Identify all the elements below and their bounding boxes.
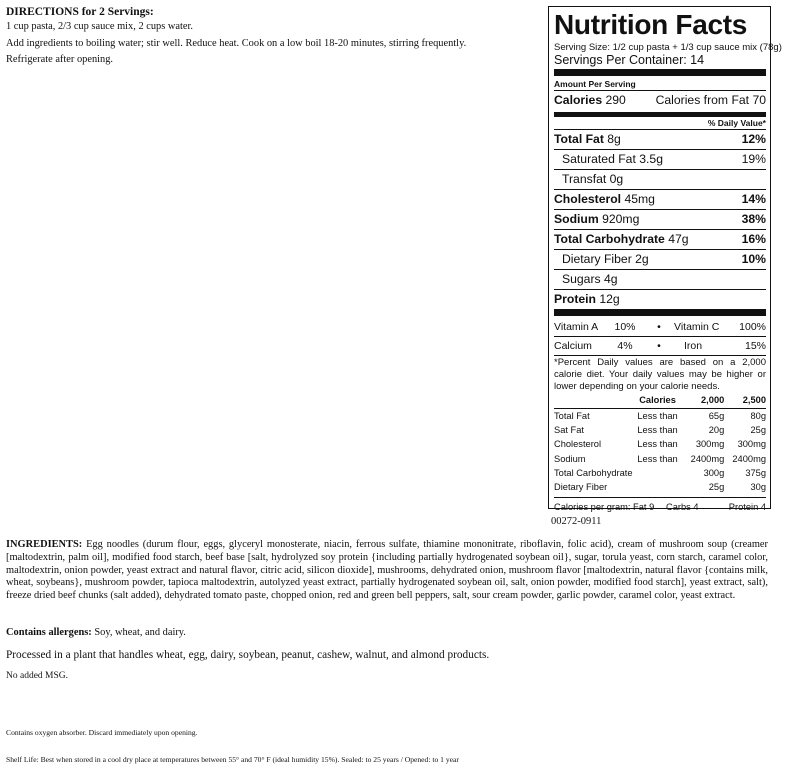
vitamin-row-a-c bbox=[554, 318, 766, 336]
vitamin-row-calcium-iron bbox=[554, 336, 766, 355]
reference-value-2500: 25g bbox=[750, 424, 766, 435]
cal-per-gram-protein: Protein 4 bbox=[728, 502, 766, 513]
reference-qualifier: Less than bbox=[637, 410, 678, 421]
nutrient-amount: 47g bbox=[668, 232, 689, 246]
vitamin-a-label: Vitamin A bbox=[554, 321, 599, 333]
reference-row bbox=[554, 480, 766, 494]
allergens-label: Contains allergens: bbox=[6, 627, 92, 638]
calcium-value: 4% bbox=[617, 340, 633, 352]
nutrient-dv: 19% bbox=[741, 152, 766, 166]
cal-per-gram-fat: Calories per gram: Fat 9 bbox=[554, 502, 655, 513]
nutrient-label: Sugars bbox=[562, 272, 601, 286]
nutrient-dv: 14% bbox=[741, 192, 766, 206]
nutrition-facts-title: Nutrition Facts bbox=[554, 9, 748, 40]
calories-row bbox=[554, 90, 766, 110]
nutrient-row-transfat bbox=[554, 169, 766, 189]
allergens-text: Soy, wheat, and dairy. bbox=[94, 627, 186, 638]
nutrient-row-protein bbox=[554, 289, 766, 309]
nutrient-label: Total Fat bbox=[554, 132, 604, 146]
nutrient-label: Cholesterol bbox=[554, 192, 622, 206]
calories-per-gram bbox=[554, 497, 766, 516]
nutrient-label: Protein bbox=[554, 292, 596, 306]
bullet: • bbox=[657, 340, 661, 352]
ingredients-label: INGREDIENTS: bbox=[6, 539, 83, 550]
reference-value-2500: 2400mg bbox=[732, 453, 766, 464]
nutrient-amount: 920mg bbox=[602, 212, 640, 226]
ingredients-section bbox=[6, 539, 768, 603]
servings-per-container: Servings Per Container: 14 bbox=[554, 53, 705, 67]
allergens-notice bbox=[6, 627, 186, 638]
nutrient-amount: 0g bbox=[609, 172, 624, 186]
reference-row bbox=[554, 452, 766, 466]
nutrient-row-cholesterol bbox=[554, 189, 766, 209]
nutrient-label: Total Carbohydrate bbox=[554, 232, 665, 246]
cal-per-gram-carbs: Carbs 4 bbox=[666, 502, 699, 513]
ingredients-text: Egg noodles (durum flour, eggs, glyceryl monosterate, niacin, ferrous sulfate, thiamine mononitrate, riboflavin, folic acid), cream of mushroom soup (creamer [maltodextrin, palm oil], modified food starch, beef base [salt, hydrolyzed soy protein {including partially hydrogenated soybean oil}, sugar, torula yeast, corn starch, caramel color, maltodextrin, onion powder, yeast extract and natural flavor, citric acid, silicon dioxide], mushrooms, dehydrated onion, mushroom flavor [maltodextrin, natural flavor {contains milk, wheat, soybeans}, mushroom powder, tapioca maltodextrin, autolyzed yeast extract, partially hydrogenated soybean oil, salt, onion powder, modified food starch], yeast extract, salt), freeze dried beef chunks (salt added), dehydrated tomato paste, chopped onion, red and green bell peppers, salt, sour cream powder, garlic powder, caramel color, yeast extract. bbox=[6, 539, 768, 602]
directions-line: Refrigerate after opening. bbox=[6, 54, 114, 65]
thick-divider bbox=[554, 69, 766, 76]
iron-value: 15% bbox=[744, 340, 766, 352]
nutrient-label: Sodium bbox=[554, 212, 599, 226]
reference-label: Cholesterol bbox=[554, 439, 602, 450]
reference-col2-header: 2,500 bbox=[742, 395, 766, 406]
nutrient-dv: 12% bbox=[741, 132, 766, 146]
nutrition-facts-panel bbox=[548, 6, 782, 513]
reference-value-2500: 375g bbox=[745, 467, 766, 478]
directions-line: 1 cup pasta, 2/3 cup sauce mix, 2 cups water. bbox=[6, 21, 193, 32]
reference-value-2000: 65g bbox=[708, 410, 725, 421]
product-code: 00272-0911 bbox=[551, 516, 602, 527]
reference-value-2500: 80g bbox=[750, 410, 766, 421]
iron-label: Iron bbox=[684, 340, 703, 352]
nutrient-dv: 10% bbox=[741, 252, 766, 266]
nutrient-row-sugars bbox=[554, 269, 766, 289]
directions-section bbox=[6, 6, 536, 69]
reference-value-2000: 20g bbox=[708, 424, 725, 435]
calories-from-fat: Calories from Fat 70 bbox=[655, 93, 766, 107]
reference-label: Total Fat bbox=[554, 410, 590, 421]
reference-row bbox=[554, 423, 766, 437]
vitamin-c-label: Vitamin C bbox=[674, 321, 720, 333]
nutrient-label: Transfat bbox=[562, 172, 607, 186]
reference-qualifier: Less than bbox=[637, 424, 678, 435]
nutrient-amount: 45mg bbox=[624, 192, 655, 206]
vitamin-c-value: 100% bbox=[739, 321, 766, 333]
calories-value: 290 bbox=[605, 93, 626, 107]
reference-value-2500: 300mg bbox=[737, 439, 766, 450]
nutrient-dv: 38% bbox=[741, 212, 766, 226]
reference-value-2000: 300mg bbox=[695, 439, 725, 450]
directions-line: Add ingredients to boiling water; stir well. Reduce heat. Cook on a low boil 18-20 minutes, stirring frequently. bbox=[6, 37, 467, 49]
reference-qualifier bbox=[633, 480, 683, 494]
serving-size: Serving Size: 1/2 cup pasta + 1/3 cup sauce mix (78g) bbox=[554, 42, 782, 53]
reference-qualifier bbox=[633, 466, 683, 480]
nutrient-row-total-carbohydrate bbox=[554, 229, 766, 249]
calories-label: Calories bbox=[554, 93, 603, 107]
reference-value-2000: 25g bbox=[708, 482, 725, 493]
reference-col1-header: 2,000 bbox=[701, 395, 725, 406]
amount-per-serving: Amount Per Serving bbox=[554, 79, 636, 89]
oxygen-absorber-notice: Contains oxygen absorber. Discard immediately upon opening. bbox=[6, 728, 198, 737]
nutrient-amount: 2g bbox=[635, 252, 649, 266]
directions-title: DIRECTIONS for 2 Servings: bbox=[6, 6, 154, 18]
nutrient-row-saturated-fat bbox=[554, 149, 766, 169]
reference-calories-header: Calories bbox=[639, 395, 676, 406]
nutrient-row-sodium bbox=[554, 209, 766, 229]
reference-label: Sat Fat bbox=[554, 424, 584, 435]
nutrient-label: Saturated Fat bbox=[562, 152, 636, 166]
thick-divider bbox=[554, 309, 766, 316]
vitamin-a-value: 10% bbox=[614, 321, 636, 333]
reference-qualifier: Less than bbox=[637, 439, 678, 450]
nutrient-amount: 8g bbox=[607, 132, 621, 146]
reference-row bbox=[554, 466, 766, 480]
shelf-life-notice: Shelf Life: Best when stored in a cool dry place at temperatures between 55° and 70° F (ideal humidity 15%). Sealed: to 25 years / Opened: to 1 year bbox=[6, 755, 459, 764]
nutrient-amount: 3.5g bbox=[639, 152, 663, 166]
reference-label: Dietary Fiber bbox=[554, 482, 608, 493]
reference-value-2000: 2400mg bbox=[690, 453, 725, 464]
reference-label: Total Carbohydrate bbox=[554, 467, 633, 478]
bullet: • bbox=[657, 321, 661, 333]
reference-row bbox=[554, 437, 766, 451]
calcium-label: Calcium bbox=[554, 340, 592, 352]
plant-notice: Processed in a plant that handles wheat, egg, dairy, soybean, peanut, cashew, walnut, and almond products. bbox=[6, 649, 490, 661]
reference-qualifier: Less than bbox=[637, 453, 678, 464]
reference-table bbox=[554, 393, 766, 494]
daily-value-header: % Daily Value* bbox=[554, 116, 766, 129]
nutrient-dv: 16% bbox=[741, 232, 766, 246]
reference-label: Sodium bbox=[554, 453, 586, 464]
reference-value-2500: 30g bbox=[750, 482, 766, 493]
nutrient-row-total-fat bbox=[554, 129, 766, 149]
nutrient-label: Dietary Fiber bbox=[562, 252, 632, 266]
nutrient-amount: 12g bbox=[599, 292, 620, 306]
msg-notice: No added MSG. bbox=[6, 671, 69, 681]
reference-value-2000: 300g bbox=[703, 467, 725, 478]
reference-row bbox=[554, 408, 766, 423]
nutrient-amount: 4g bbox=[604, 272, 618, 286]
nutrient-row-dietary-fiber bbox=[554, 249, 766, 269]
reference-header-row bbox=[554, 393, 766, 408]
daily-value-footnote: *Percent Daily values are based on a 2,000 calorie diet. Your daily values may be higher or lower depending on your calorie needs. bbox=[554, 357, 766, 392]
